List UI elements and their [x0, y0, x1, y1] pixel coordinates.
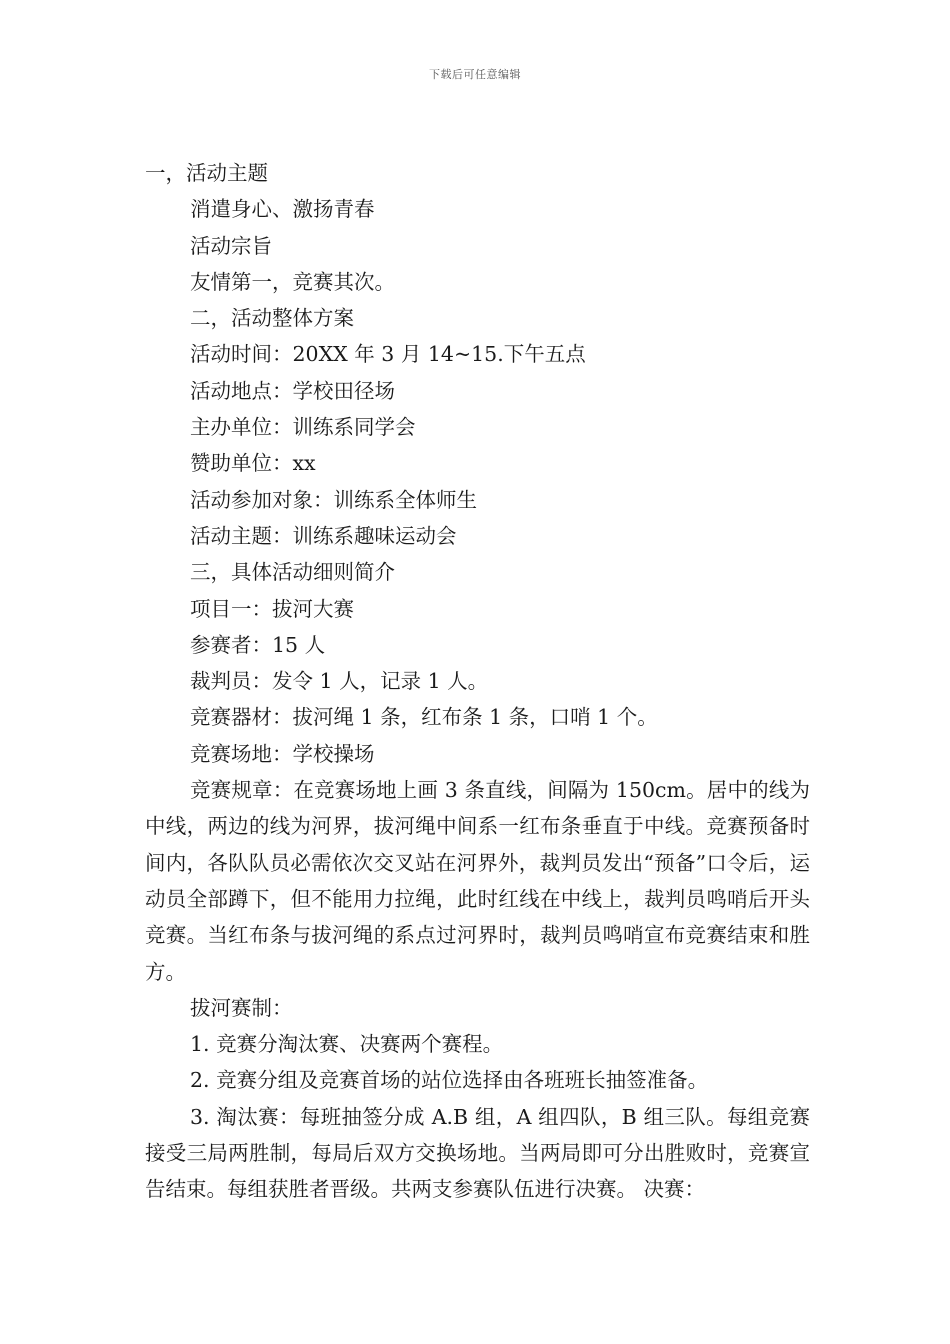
list-item: 2. 竞赛分组及竞赛首场的站位选择由各班班长抽签准备。	[190, 1068, 709, 1093]
text-line: 参赛者：15 人	[190, 632, 326, 657]
heading-activity-details: 三，具体活动细则简介	[190, 560, 395, 585]
text-line: 活动时间：20XX 年 3 月 14~15.下午五点	[190, 342, 586, 367]
text-line: 赞助单位：xx	[190, 451, 316, 476]
text-line: 友情第一，竞赛其次。	[190, 269, 395, 294]
text-line: 裁判员：发令 1 人，记录 1 人。	[190, 669, 489, 694]
knockout-paragraph: 3. 淘汰赛：每班抽签分成 A.B 组，A 组四队，B 组三队。每组竞赛接受三局两胜制，每局后双方交换场地。当两局即可分出胜败时，竞赛宣告结束。每组获胜者晋级。共两支参赛队伍进行决赛。 决赛：	[145, 1104, 810, 1202]
list-item: 1. 竞赛分淘汰赛、决赛两个赛程。	[190, 1032, 504, 1057]
text-line: 竞赛场地：学校操场	[190, 741, 375, 766]
text-line: 竞赛器材：拔河绳 1 条，红布条 1 条，口哨 1 个。	[190, 705, 658, 730]
header-note: 下载后可任意编辑	[429, 68, 521, 81]
text-line: 项目一：拔河大赛	[190, 596, 354, 621]
text-line: 活动地点：学校田径场	[190, 378, 395, 403]
text-line: 主办单位：训练系同学会	[190, 415, 416, 440]
system-heading: 拔河赛制：	[190, 995, 293, 1020]
heading-overall-plan: 二，活动整体方案	[190, 306, 354, 331]
text-line: 活动宗旨	[190, 233, 272, 258]
rules-paragraph: 竞赛规章：在竞赛场地上画 3 条直线，间隔为 150cm。居中的线为中线，两边的线为河界，拔河绳中间系一红布条垂直于中线。竞赛预备时间内，各队队员必需依次交叉站在河界外，裁判员发出“预备”口令后，运动员全部蹲下，但不能用力拉绳，此时红线在中线上，裁判员鸣哨后开头竞赛。当红布条与拔河绳的系点过河界时，裁判员鸣哨宣布竞赛结束和胜方。	[145, 778, 810, 984]
text-line: 消遣身心、激扬青春	[190, 197, 375, 222]
document-body	[145, 155, 810, 1208]
heading-activity-theme: 一，活动主题	[145, 161, 268, 185]
text-line: 活动参加对象：训练系全体师生	[190, 487, 477, 512]
text-line: 活动主题：训练系趣味运动会	[190, 523, 457, 548]
